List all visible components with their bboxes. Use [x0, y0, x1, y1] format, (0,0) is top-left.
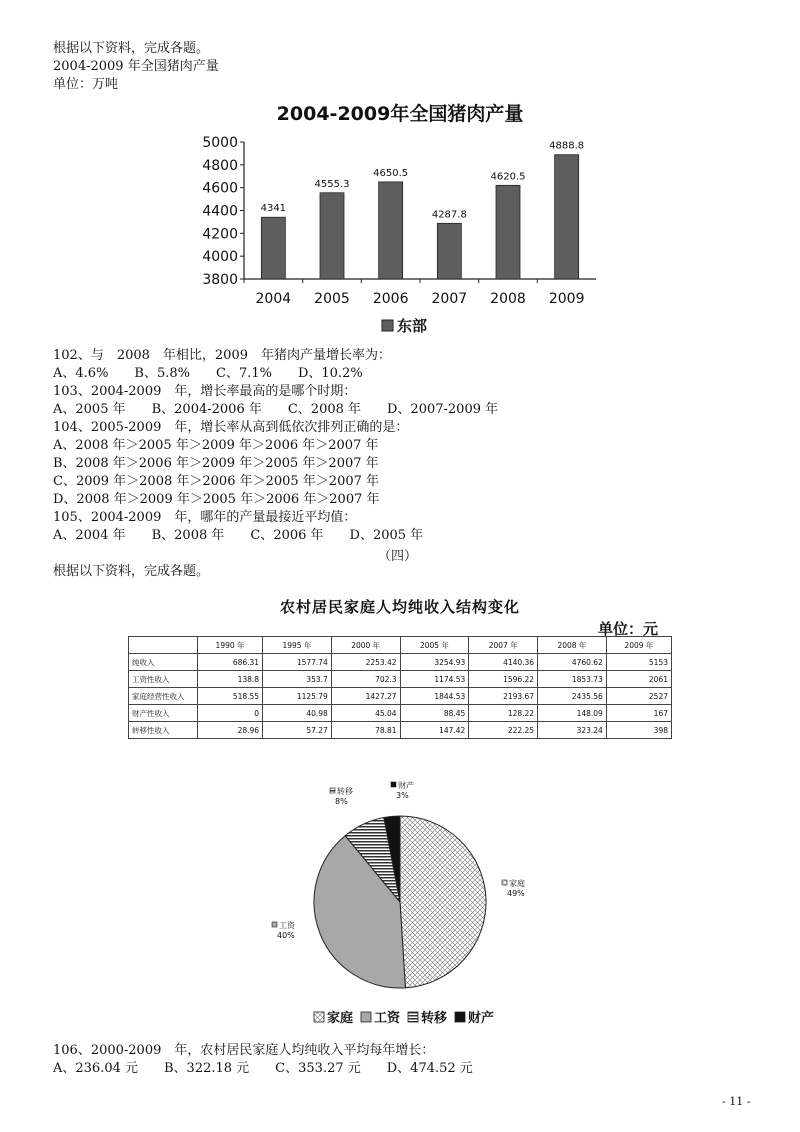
table-cell: 702.3	[331, 671, 400, 688]
question-105: 105、2004-2009 年，哪年的产量最接近平均值：	[53, 510, 357, 525]
pie-slice	[400, 816, 486, 988]
pie-label-pct: 3%	[396, 791, 409, 800]
table-cell: 686.31	[198, 654, 263, 671]
bar-data-label: 4888.8	[549, 140, 585, 152]
bar-chart-data-labels	[261, 141, 585, 221]
table-cell: 工资性收入	[129, 671, 198, 688]
table-header-cell: 2009 年	[606, 637, 671, 654]
bar	[555, 155, 579, 279]
question-106: 106、2000-2009 年，农村居民家庭人均纯收入平均每年增长：	[53, 1043, 435, 1058]
legend-swatch-dongbu	[382, 320, 393, 331]
table-row	[129, 688, 672, 705]
table-header-cell: 1995 年	[263, 637, 332, 654]
pie-legend	[314, 1010, 494, 1026]
table-cell: 1427.27	[331, 688, 400, 705]
bar-data-label: 4341	[260, 203, 287, 215]
bar	[320, 193, 344, 279]
pie-label-name: 工资	[279, 921, 295, 930]
table-cell: 28.96	[198, 722, 263, 739]
table-row	[129, 654, 672, 671]
pie-label-name: 财产	[398, 781, 414, 790]
question-104-option-b: B、2008 年＞2006 年＞2009 年＞2005 年＞2007 年	[53, 456, 379, 471]
bar	[261, 217, 285, 279]
pie-legend-swatch	[455, 1012, 465, 1022]
table-cell: 2435.56	[538, 688, 607, 705]
bar-data-label: 4555.3	[314, 178, 350, 190]
y-tick-label: 4800	[202, 157, 238, 174]
table-cell: 128.22	[469, 705, 538, 722]
pie-legend-label: 工资	[374, 1011, 401, 1026]
bar-chart-x-axis	[244, 279, 584, 307]
table-header-cell: 2007 年	[469, 637, 538, 654]
table-header-cell: 2000 年	[331, 637, 400, 654]
table-cell: 353.7	[263, 671, 332, 688]
intro-line-3: 单位：万吨	[53, 77, 119, 92]
table-cell: 40.98	[263, 705, 332, 722]
question-104-option-a: A、2008 年＞2005 年＞2009 年＞2006 年＞2007 年	[53, 438, 379, 453]
table-header-cell: 2005 年	[400, 637, 469, 654]
question-102: 102、与 2008 年相比，2009 年猪肉产量增长率为：	[53, 348, 391, 363]
table-cell: 2061	[606, 671, 671, 688]
pie-chart	[0, 775, 800, 1035]
table-row	[129, 722, 672, 739]
table-cell: 纯收入	[129, 654, 198, 671]
table-row	[129, 705, 672, 722]
page-number: - 11 -	[722, 1095, 751, 1108]
pie-label-swatch	[391, 782, 396, 787]
table-title: 农村居民家庭人均纯收入结构变化	[279, 598, 521, 616]
table-cell: 518.55	[198, 688, 263, 705]
table-cell: 3254.93	[400, 654, 469, 671]
table-cell: 1125.79	[263, 688, 332, 705]
table-cell: 2527	[606, 688, 671, 705]
table-cell: 2193.67	[469, 688, 538, 705]
intro-line-1: 根据以下资料，完成各题。	[53, 41, 210, 56]
bar-data-label: 4287.8	[431, 209, 467, 221]
income-table	[128, 636, 672, 739]
section-mark: （四）	[378, 549, 418, 564]
pie-label-swatch	[272, 922, 277, 927]
table-unit: 单位：元	[598, 620, 659, 638]
pie-label-pct: 49%	[507, 889, 525, 898]
table-cell: 家庭经营性收入	[129, 688, 198, 705]
table-cell: 4140.36	[469, 654, 538, 671]
bar-data-label: 4620.5	[490, 171, 526, 183]
question-102-options: A、4.6% B、5.8% C、7.1% D、10.2%	[53, 366, 363, 381]
question-104: 104、2005-2009 年，增长率从高到低依次排列正确的是：	[53, 420, 409, 435]
bar	[437, 223, 461, 279]
table-cell: 1844.53	[400, 688, 469, 705]
table-cell: 148.09	[538, 705, 607, 722]
table-cell: 2253.42	[331, 654, 400, 671]
y-tick-label: 4200	[202, 226, 238, 243]
pie-legend-swatch	[314, 1012, 324, 1022]
table-cell: 45.04	[331, 705, 400, 722]
question-106-options: A、236.04 元 B、322.18 元 C、353.27 元 D、474.52 元	[53, 1061, 473, 1076]
pie-legend-label: 转移	[421, 1011, 448, 1026]
pie-label-name: 转移	[337, 787, 353, 796]
table-header-cell	[129, 637, 198, 654]
bar-chart	[0, 98, 800, 348]
question-103: 103、2004-2009 年，增长率最高的是哪个时期：	[53, 384, 357, 399]
x-tick-label: 2005	[314, 291, 350, 307]
pie-label-swatch	[502, 880, 507, 885]
question-105-options: A、2004 年 B、2008 年 C、2006 年 D、2005 年	[53, 528, 424, 543]
table-cell: 147.42	[400, 722, 469, 739]
question-104-option-c: C、2009 年＞2008 年＞2006 年＞2005 年＞2007 年	[53, 474, 380, 489]
table-row	[129, 671, 672, 688]
pie-legend-swatch	[361, 1012, 371, 1022]
x-tick-label: 2008	[490, 291, 526, 307]
table-cell: 323.24	[538, 722, 607, 739]
table-cell: 222.25	[469, 722, 538, 739]
table-cell: 4760.62	[538, 654, 607, 671]
table-cell: 78.81	[331, 722, 400, 739]
bar-chart-title: 2004-2009年全国猪肉产量	[276, 103, 524, 125]
table-cell: 0	[198, 705, 263, 722]
x-tick-label: 2007	[431, 291, 468, 307]
table-cell: 5153	[606, 654, 671, 671]
table-cell: 1577.74	[263, 654, 332, 671]
table-cell: 88.45	[400, 705, 469, 722]
y-tick-label: 4400	[202, 203, 238, 220]
y-tick-label: 4000	[202, 249, 238, 266]
pie-slices	[314, 816, 486, 988]
question-104-option-d: D、2008 年＞2009 年＞2005 年＞2006 年＞2007 年	[53, 492, 380, 507]
y-tick-label: 4600	[202, 180, 238, 197]
y-tick-label: 5000	[202, 135, 238, 151]
bar-data-label: 4650.5	[373, 167, 409, 179]
x-tick-label: 2009	[548, 291, 585, 307]
y-tick-label: 3800	[202, 272, 238, 288]
table-header-row	[129, 637, 672, 654]
table-cell: 57.27	[263, 722, 332, 739]
table-cell: 1853.73	[538, 671, 607, 688]
pie-legend-label: 家庭	[327, 1011, 354, 1026]
table-cell: 138.8	[198, 671, 263, 688]
table-cell: 1596.22	[469, 671, 538, 688]
table-cell: 398	[606, 722, 671, 739]
pie-label-pct: 40%	[277, 931, 295, 940]
pie-label-name: 家庭	[509, 879, 525, 888]
pie-label-pct: 8%	[335, 797, 348, 806]
table-cell: 转移性收入	[129, 722, 198, 739]
bar	[379, 182, 403, 279]
intro-line-2: 2004-2009 年全国猪肉产量	[53, 59, 219, 74]
pie-legend-label: 财产	[468, 1011, 495, 1026]
pie-label-swatch	[330, 788, 335, 793]
table-header-cell: 2008 年	[538, 637, 607, 654]
table-cell: 财产性收入	[129, 705, 198, 722]
question-103-options: A、2005 年 B、2004-2006 年 C、2008 年 D、2007-2009 年	[53, 402, 499, 417]
table-header-cell: 1990 年	[198, 637, 263, 654]
pie-legend-swatch	[408, 1012, 418, 1022]
table-cell: 167	[606, 705, 671, 722]
x-tick-label: 2006	[372, 291, 409, 307]
bar-chart-bars	[261, 155, 578, 279]
x-tick-label: 2004	[255, 291, 292, 307]
intro-2: 根据以下资料，完成各题。	[53, 564, 210, 579]
table-cell: 1174.53	[400, 671, 469, 688]
bar-chart-legend	[382, 317, 427, 335]
legend-label-dongbu: 东部	[397, 317, 428, 335]
bar	[496, 185, 520, 279]
